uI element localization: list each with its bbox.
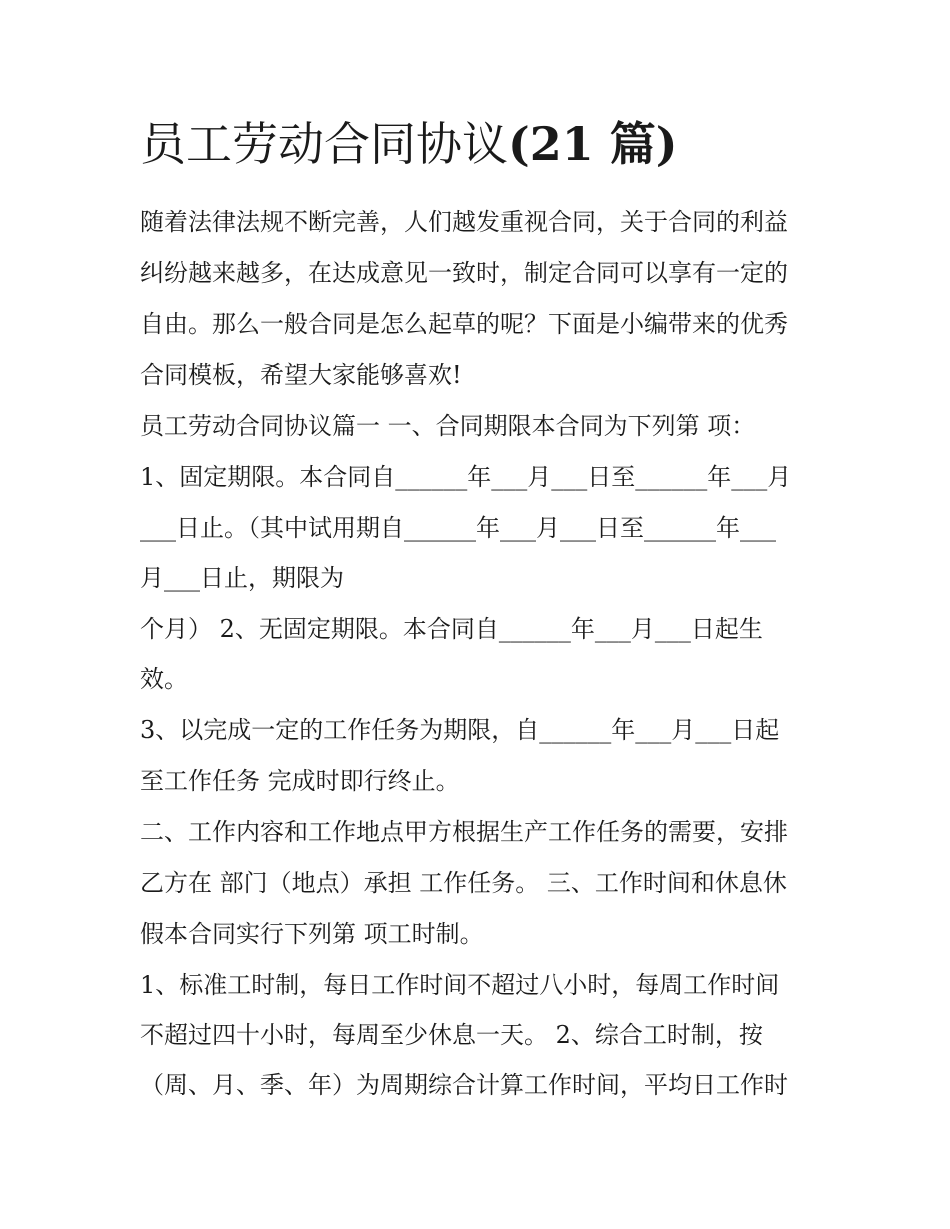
- document-title: [140, 112, 678, 176]
- body-line: （周、月、季、年）为周期综合计算工作时间，平均日工作时: [140, 1071, 788, 1099]
- body-line: 至工作任务 完成时即行终止。: [140, 767, 460, 795]
- body-line: ___日止。（其中试用期自______年___月___日至______年___: [140, 514, 776, 542]
- body-line: 乙方在 部门（地点）承担 工作任务。 三、工作时间和休息休: [140, 869, 787, 897]
- body-line: 1、标准工时制，每日工作时间不超过八小时，每周工作时间: [140, 971, 780, 999]
- body-line: 月___日止，期限为: [140, 564, 344, 592]
- title-main: 员工劳动合同协议: [140, 117, 508, 171]
- body-line: 自由。那么一般合同是怎么起草的呢？下面是小编带来的优秀: [140, 310, 788, 338]
- body-line: 员工劳动合同协议篇一 一、合同期限本合同为下列第 项：: [140, 412, 756, 440]
- title-count: (21 篇): [508, 117, 678, 171]
- body-line: 纠纷越来越多，在达成意见一致时，制定合同可以享有一定的: [140, 259, 788, 287]
- body-line: 3、以完成一定的工作任务为期限，自______年___月___日起: [140, 716, 780, 744]
- body-line: 不超过四十小时，每周至少休息一天。 2、综合工时制，按: [140, 1021, 763, 1049]
- body-line: 随着法律法规不断完善，人们越发重视合同，关于合同的利益: [140, 208, 788, 236]
- body-line: 1、固定期限。本合同自______年___月___日至______年___月: [140, 463, 792, 491]
- body-line: 假本合同实行下列第 项工时制。: [140, 920, 484, 948]
- body-line: 效。: [140, 665, 188, 693]
- body-line: 二、工作内容和工作地点甲方根据生产工作任务的需要，安排: [140, 818, 788, 846]
- body-line: 合同模板，希望大家能够喜欢!: [140, 361, 462, 389]
- body-line: 个月） 2、无固定期限。本合同自______年___月___日起生: [140, 615, 763, 643]
